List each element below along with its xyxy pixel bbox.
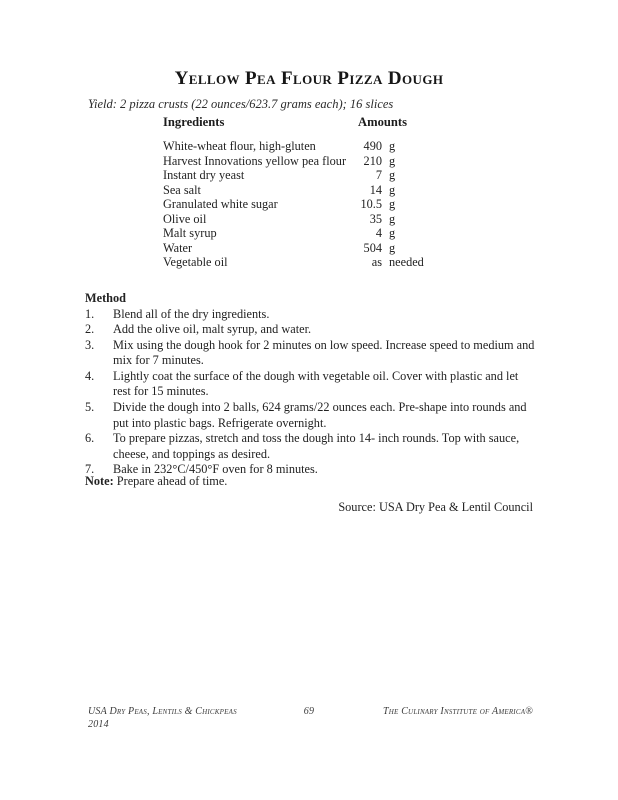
ingredient-name: Granulated white sugar: [163, 197, 278, 212]
method-step: [85, 431, 537, 462]
page-title: Yellow Pea Flour Pizza Dough: [174, 68, 444, 89]
ingredient-name: Olive oil: [163, 211, 207, 226]
method-step-text: To prepare pizzas, stretch and toss the dough into 14- inch rounds. Top with sauce, cheese, and toppings as desired.: [113, 431, 520, 461]
ingredient-row: [163, 154, 443, 169]
ingredient-amount: as: [371, 255, 382, 270]
note-label: Note:: [85, 474, 114, 488]
ingredient-name: Vegetable oil: [163, 255, 228, 270]
ingredient-unit: g: [389, 139, 396, 153]
method-step-number: 4.: [85, 368, 95, 383]
page-number: 69: [303, 706, 315, 717]
method-step-number: 3.: [85, 337, 95, 352]
amounts-column-header: Amounts: [358, 115, 407, 129]
footer-publication-title: USA Dry Peas, Lentils & Chickpeas: [88, 706, 237, 717]
ingredient-name: Malt syrup: [163, 226, 217, 241]
ingredient-row: [163, 168, 443, 183]
ingredient-name: White-wheat flour, high-gluten: [163, 139, 316, 153]
footer-year: 2014: [88, 718, 109, 730]
method-step: [85, 338, 537, 369]
method-step-text: Divide the dough into 2 balls, 624 grams/22 ounces each. Pre-shape into rounds and put into plastic bags. Refrigerate overnight.: [113, 400, 527, 430]
method-step-text: Blend all of the dry ingredients.: [113, 306, 270, 321]
method-heading: Method: [85, 291, 126, 305]
method-step-text: Bake in 232°C/450°F oven for 8 minutes.: [113, 462, 318, 477]
note-text: Prepare ahead of time.: [113, 474, 228, 488]
ingredient-amount: 14: [369, 182, 382, 197]
method-step-number: 1.: [85, 306, 95, 321]
ingredient-name: Instant dry yeast: [163, 168, 245, 183]
method-step-number: 5.: [85, 400, 95, 415]
method-step: [85, 369, 537, 400]
method-step-number: 2.: [85, 322, 95, 337]
ingredient-amount: 35: [369, 211, 382, 226]
method-step-number: 6.: [85, 431, 95, 446]
ingredient-amount: 210: [363, 153, 382, 168]
ingredient-unit: g: [389, 168, 396, 183]
method-steps-list: [85, 307, 537, 479]
ingredient-row: [163, 212, 443, 227]
ingredient-name: Sea salt: [163, 182, 201, 197]
yield-line: Yield: 2 pizza crusts (22 ounces/623.7 grams each); 16 slices: [88, 97, 394, 111]
ingredient-amount: 7: [375, 168, 382, 183]
method-step-text: Lightly coat the surface of the dough with vegetable oil. Cover with plastic and let rest for 15 minutes.: [113, 368, 519, 399]
method-step: [85, 307, 537, 323]
ingredient-amount: 504: [363, 240, 382, 255]
ingredient-row: [163, 255, 443, 270]
method-step: [85, 322, 537, 338]
ingredient-unit: needed: [389, 255, 424, 270]
method-step-text: Mix using the dough hook for 2 minutes on low speed. Increase speed to medium and mix for 7 minutes.: [113, 337, 535, 368]
ingredient-amount: 4: [375, 226, 382, 241]
ingredient-row: [163, 183, 443, 198]
ingredient-amount: 10.5: [360, 197, 382, 212]
ingredient-row: [163, 241, 443, 256]
method-step-number: 7.: [85, 462, 95, 477]
ingredient-name: Harvest Innovations yellow pea flour: [163, 153, 347, 168]
method-section: [85, 291, 537, 478]
ingredient-amount: 490: [363, 139, 382, 153]
ingredient-row: [163, 226, 443, 241]
ingredient-unit: g: [389, 226, 396, 241]
ingredients-column-header: Ingredients: [163, 115, 225, 129]
source-line: Source: USA Dry Pea & Lentil Council: [338, 500, 533, 514]
ingredient-unit: g: [389, 153, 396, 168]
ingredient-unit: g: [389, 197, 396, 212]
ingredient-unit: g: [389, 240, 396, 255]
ingredient-unit: g: [389, 211, 396, 226]
method-step: [85, 400, 537, 431]
method-step-text: Add the olive oil, malt syrup, and water.: [113, 322, 312, 337]
ingredient-row: [163, 139, 443, 154]
ingredient-name: Water: [163, 240, 193, 255]
note-line: [85, 474, 227, 489]
ingredient-unit: g: [389, 182, 396, 197]
ingredients-table: [163, 139, 443, 270]
ingredient-row: [163, 197, 443, 212]
footer-institution: The Culinary Institute of America®: [383, 706, 533, 717]
